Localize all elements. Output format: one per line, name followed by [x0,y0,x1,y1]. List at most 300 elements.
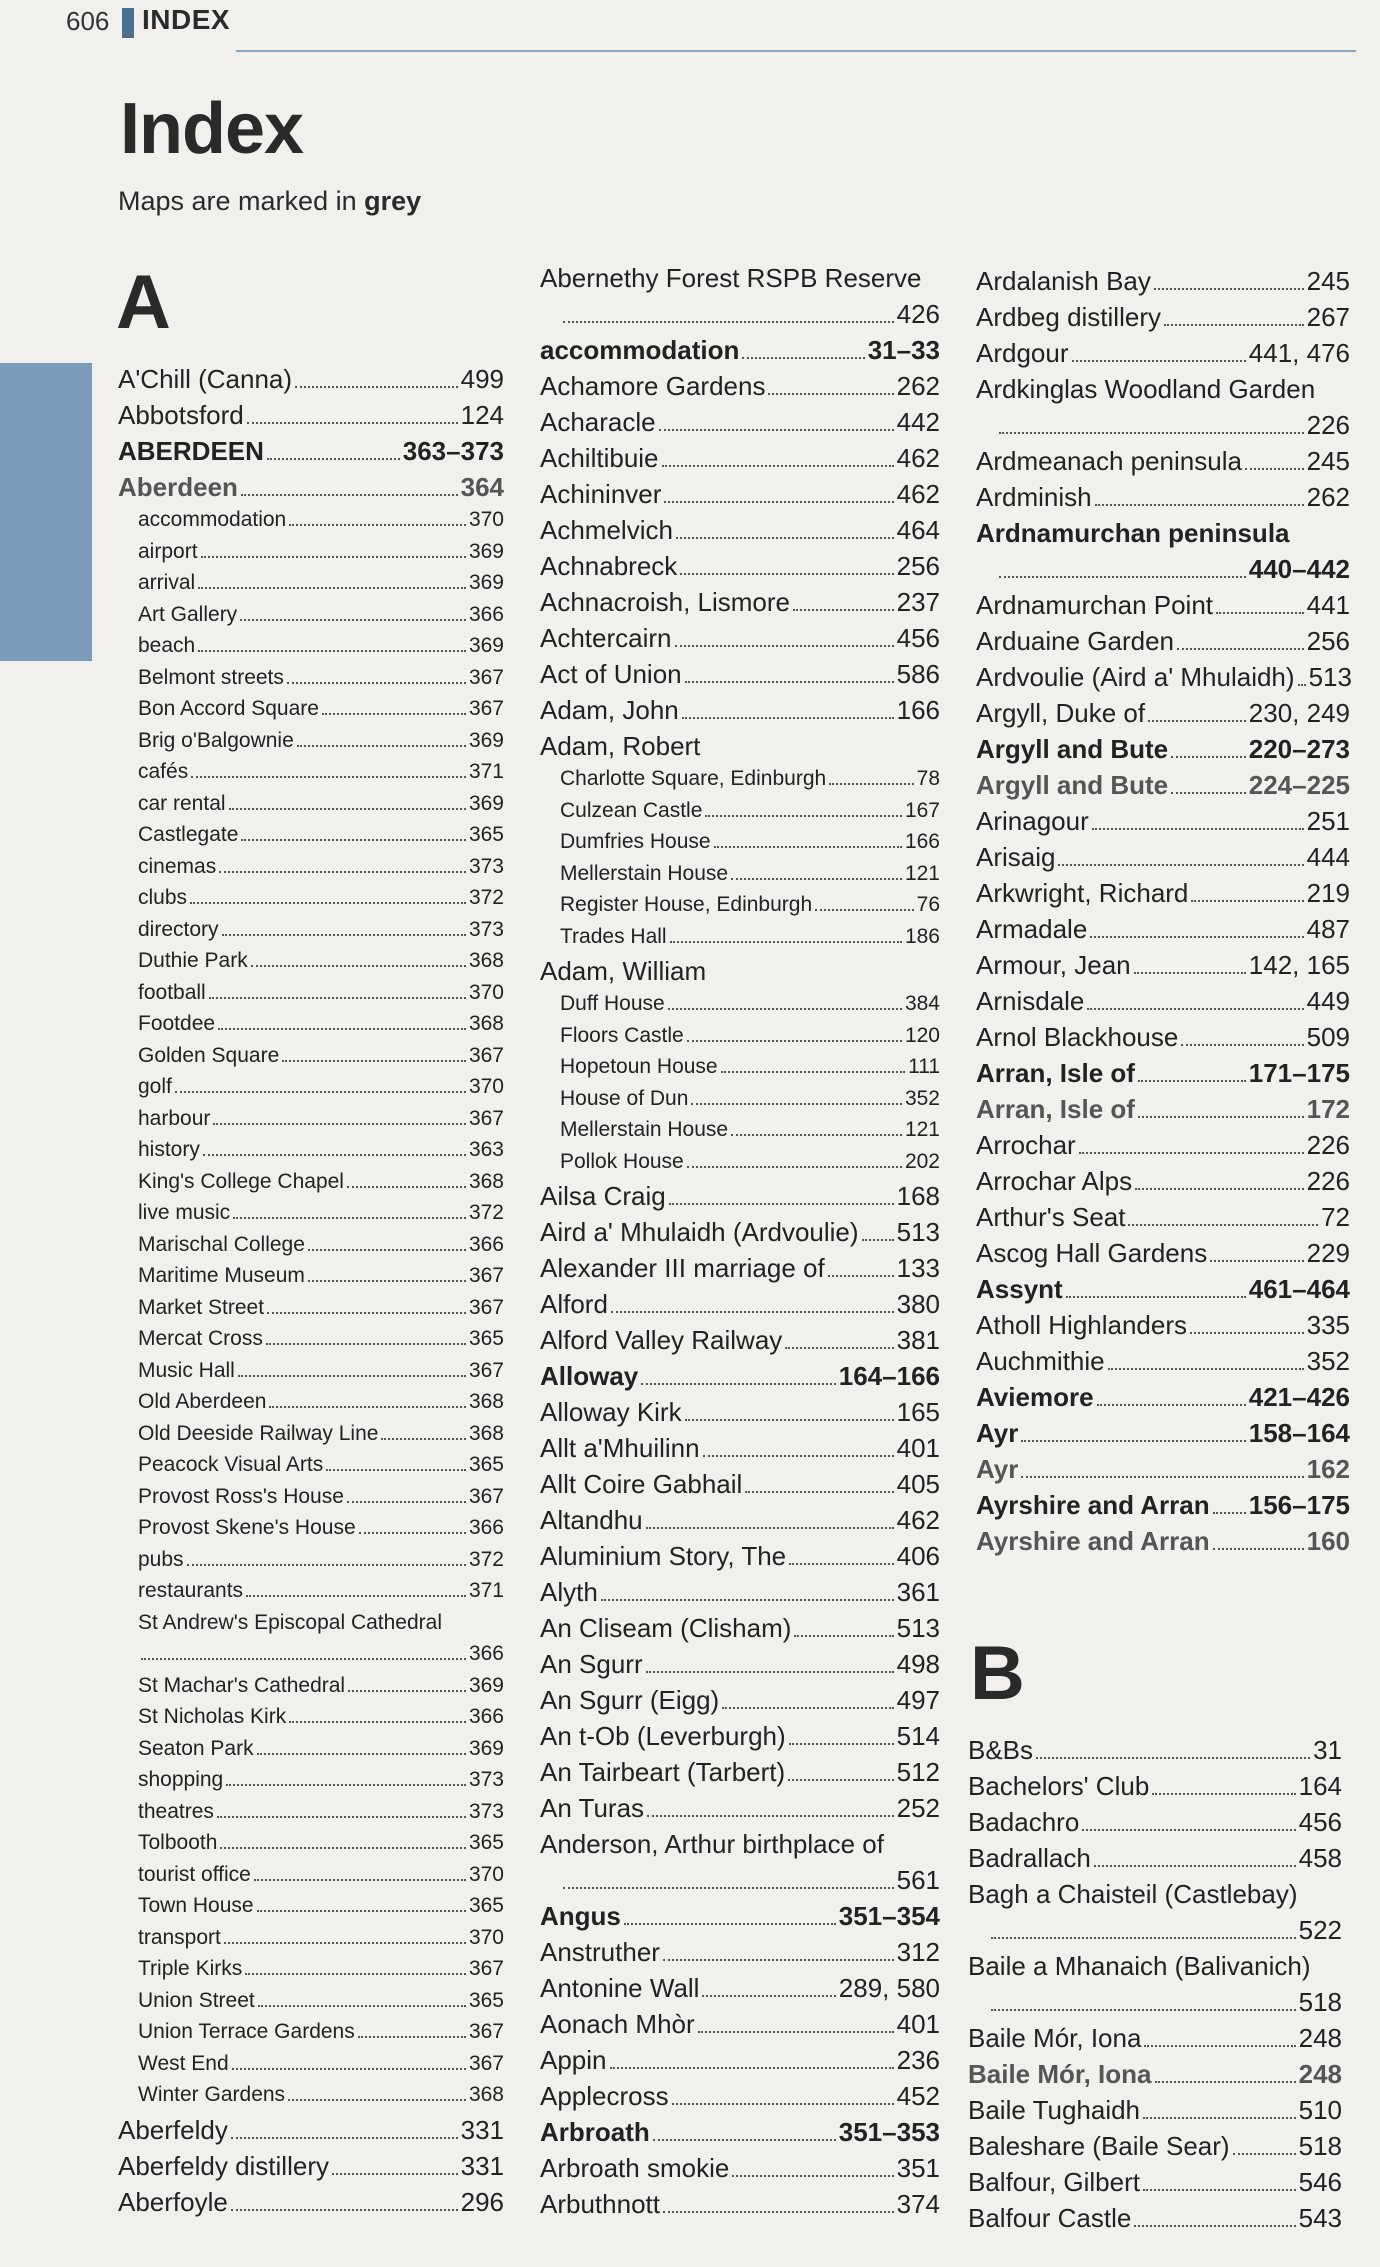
entry-page: 373 [468,1768,504,1791]
entry-page: 236 [896,2045,940,2075]
leader-dots [1135,1188,1304,1190]
entry-term: Ardnamurchan Point [976,590,1214,620]
entry-term: Allt a'Mhuilinn [540,1433,700,1463]
entry-term: arrival [138,571,196,594]
index-entry [968,2167,1342,2203]
entry-page: 444 [1306,842,1350,872]
entry-term: harbour [138,1106,211,1130]
entry-page: 164–166 [838,1361,940,1391]
leader-dots [288,2099,466,2101]
entry-term: Register House, Edinburgh [560,893,813,916]
leader-dots [1108,1368,1304,1370]
index-entry-continued [540,1865,940,1901]
index-entry [976,1022,1350,1058]
leader-dots [348,1690,466,1692]
entry-page: 373 [468,917,504,941]
entry-term: Arrochar [976,1130,1076,1160]
leader-dots [289,1721,466,1723]
entry-term: Acharacle [540,407,656,437]
entry-page: 230, 249 [1248,698,1350,728]
leader-dots [601,1599,894,1601]
leader-dots [254,1879,466,1881]
entry-term: Achininver [540,479,662,509]
entry-term: Antonine Wall [540,1973,700,2003]
leader-dots [1144,2045,1295,2047]
index-entry [976,914,1350,950]
index-entry [540,551,940,587]
entry-term: Ayrshire and Arran [976,1526,1210,1556]
entry-page: 124 [460,400,504,430]
leader-dots [1181,1044,1303,1046]
leader-dots [1021,1440,1245,1442]
index-entry [540,1577,940,1613]
index-entry: Ardkinglas Woodland Garden [976,374,1316,404]
entry-term: Achnabreck [540,551,678,581]
leader-dots [653,2139,836,2141]
leader-dots [241,839,466,841]
leader-dots [1138,1080,1246,1082]
entry-term: An Cliseam (Clisham) [540,1613,792,1643]
entry-term: Ardminish [976,482,1092,512]
entry-page: 370 [468,980,504,1004]
index-subentry [540,1150,940,1182]
index-subentry [118,1705,504,1737]
index-entry [118,364,504,400]
entry-page: 374 [896,2189,940,2219]
index-entry: Abernethy Forest RSPB Reserve [540,263,922,293]
entry-page: 586 [896,659,940,689]
index-subentry [118,2020,504,2052]
index-subentry [540,862,940,894]
index-entry [540,1937,940,1973]
index-entry [540,1217,940,1253]
entry-term: A'Chill (Canna) [118,364,293,394]
entry-page: 365 [468,1831,504,1854]
entry-page: 245 [1306,446,1350,476]
index-entry [968,1843,1342,1879]
index-subentry [118,1863,504,1895]
index-entry [540,335,940,371]
leader-dots [1171,792,1246,794]
entry-page: 462 [896,1505,940,1535]
index-subentry [118,949,504,981]
entry-term: car rental [138,791,226,815]
entry-term: Pollok House [560,1149,684,1173]
leader-dots [768,393,893,395]
entry-page: 441, 476 [1248,338,1350,368]
entry-term: Badrallach [968,1843,1091,1873]
entry-page: 248 [1298,2023,1342,2053]
index-entry [540,2081,940,2117]
index-subentry [118,2083,504,2115]
entry-page: 368 [468,949,504,972]
entry-term: Maritime Museum [138,1264,305,1287]
entry-page: 262 [1306,482,1350,512]
entry-term: Arran, Isle of [976,1058,1135,1088]
entry-page: 365 [468,1327,504,1350]
entry-term: Altandhu [540,1505,643,1535]
entry-term: Arisaig [976,842,1056,872]
entry-term: Aird a' Mhulaidh (Ardvoulie) [540,1217,859,1247]
entry-page: 352 [1306,1346,1350,1376]
entry-term: Baile Mór, Iona [968,2023,1142,2053]
leader-dots [721,1071,905,1073]
entry-page: 262 [896,371,940,401]
entry-page: 370 [468,1925,504,1949]
index-entry [976,1490,1350,1526]
entry-page: 401 [896,1433,940,1463]
index-subentry [118,1453,504,1485]
entry-page: 367 [468,1106,504,1130]
index-subentry [118,981,504,1013]
entry-term: Act of Union [540,659,682,689]
entry-page: 31–33 [867,335,940,365]
entry-term: Duthie Park [138,949,248,972]
entry-page: 366 [468,1232,504,1256]
index-subentry [118,1579,504,1611]
leader-dots [563,1887,894,1889]
leader-dots [646,1671,894,1673]
index-entry-map [976,1454,1350,1490]
entry-term: tourist office [138,1862,251,1886]
leader-dots [267,458,400,460]
index-entry [540,1325,940,1361]
index-entry [968,2131,1342,2167]
index-subentry [118,1359,504,1391]
leader-dots [222,934,466,936]
index-entry [540,371,940,407]
leader-dots [789,1563,893,1565]
index-entry: Anderson, Arthur birthplace of [540,1829,884,1859]
entry-page: 251 [1306,806,1350,836]
entry-page: 363–373 [402,436,504,466]
leader-dots [663,1959,894,1961]
entry-term: Provost Skene's House [138,1516,356,1539]
entry-term: Aonach Mhòr [540,2009,695,2039]
entry-page: 365 [468,823,504,846]
thumb-index-tab [0,363,92,661]
entry-page: 401 [896,2009,940,2039]
entry-term: Balfour Castle [968,2203,1132,2233]
index-entry [540,1181,940,1217]
index-entry [118,436,504,472]
entry-page: 186 [904,924,940,948]
leader-dots [610,2067,894,2069]
entry-page: 166 [904,830,940,853]
leader-dots [670,941,902,943]
index-entry: Baile a Mhanaich (Balivanich) [968,1951,1311,1981]
entry-term: King's College Chapel [138,1169,344,1193]
leader-dots [687,1040,902,1042]
leader-dots [1087,1008,1303,1010]
entry-term: Auchmithie [976,1346,1105,1376]
entry-page: 165 [896,1397,940,1427]
leader-dots [685,681,894,683]
index-entry [968,1807,1342,1843]
entry-term: B&Bs [968,1735,1034,1765]
leader-dots [1164,324,1304,326]
index-entry [540,1361,940,1397]
leader-dots [257,1910,466,1912]
index-subentry [118,571,504,603]
entry-term: theatres [138,1799,214,1823]
index-entry [540,1505,940,1541]
index-entry [976,590,1350,626]
index-entry [976,266,1350,302]
section-letter-a: A [116,260,171,345]
leader-dots [191,776,466,778]
entry-page: 111 [908,1055,940,1078]
entry-page: 368 [468,1390,504,1413]
leader-dots [1298,684,1306,686]
entry-page: 369 [468,634,504,657]
leader-dots [702,1995,835,1997]
index-subentry [118,1674,504,1706]
leader-dots [381,1438,465,1440]
entry-term: Adam, John [540,695,679,725]
index-subentry [118,1485,504,1517]
index-entry: Adam, Robert [540,731,701,761]
leader-dots [794,1635,893,1637]
entry-page: 162 [1306,1454,1350,1484]
entry-term: Achnacroish, Lismore [540,587,790,617]
subtitle-text: Maps are marked in [118,186,365,216]
leader-dots [731,878,902,880]
entry-term: St Nicholas Kirk [138,1705,287,1728]
index-entry [976,1274,1350,1310]
leader-dots [297,745,466,747]
index-subentry [118,1800,504,1832]
leader-dots [289,524,466,526]
index-subentry [118,855,504,887]
entry-page: 363 [468,1138,504,1161]
index-subentry [540,830,940,862]
leader-dots [1191,900,1303,902]
entry-page: 224–225 [1248,770,1350,800]
entry-term: Baleshare (Baile Sear) [968,2131,1230,2161]
entry-page: 296 [460,2186,504,2217]
entry-page: 226 [1306,1166,1350,1196]
index-subentry [118,697,504,729]
entry-term: Aluminium Story, The [540,1541,787,1571]
entry-page: 78 [916,767,940,790]
entry-term: Union Terrace Gardens [138,2020,355,2043]
index-entry [118,2187,504,2223]
entry-term: Alford [540,1289,608,1319]
leader-dots [231,2137,458,2139]
page-title: Index [120,89,304,169]
leader-dots [229,808,466,810]
leader-dots [789,1743,894,1745]
index-entry [968,2095,1342,2131]
entry-term: cafés [138,760,189,783]
entry-page: 370 [468,508,504,531]
index-entry [968,1771,1342,1807]
entry-term: Ardbeg distillery [976,302,1161,332]
running-header [0,0,1380,52]
entry-page: 522 [1298,1915,1342,1945]
index-entry [118,400,504,436]
index-entry-map [118,472,504,508]
leader-dots [251,965,466,967]
leader-dots [669,1203,894,1205]
entry-page: 256 [1306,626,1350,656]
leader-dots [862,1239,894,1241]
entry-term: Argyll and Bute [976,734,1169,764]
entry-term: Aviemore [976,1382,1094,1412]
entry-term: Ayr [976,1418,1019,1448]
index-entry [540,1685,940,1721]
index-subentry [540,1055,940,1087]
index-entry: Adam, William [540,956,707,986]
index-entry-continued [968,1987,1342,2023]
leader-dots [611,1311,894,1313]
entry-term: Culzean Castle [560,798,703,822]
leader-dots [682,717,894,719]
entry-term: Arbroath smokie [540,2153,730,2183]
index-subentry: St Andrew's Episcopal Cathedral [138,1610,443,1634]
entry-page: 76 [916,893,940,916]
entry-page: 487 [1306,914,1350,944]
entry-page: 335 [1306,1310,1350,1340]
entry-page: 367 [468,1295,504,1319]
entry-page: 365 [468,1453,504,1476]
leader-dots [247,422,458,424]
leader-dots [1177,648,1304,650]
entry-term: Achiltibuie [540,443,659,473]
index-entry [976,1058,1350,1094]
index-entry [540,2189,940,2225]
leader-dots [190,902,466,904]
index-subentry [118,1201,504,1233]
leader-dots [257,1753,466,1755]
entry-term: Assynt [976,1274,1063,1304]
leader-dots [141,1658,466,1660]
entry-term: Footdee [138,1012,216,1035]
entry-page: 31 [1313,1735,1342,1765]
index-entry [540,407,940,443]
index-entry [540,515,940,551]
index-entry-map [976,1526,1350,1562]
entry-term: Baile Mór, Iona [968,2059,1152,2089]
entry-page: 372 [468,1201,504,1224]
index-subentry [118,792,504,824]
index-subentry [540,893,940,925]
leader-dots [745,1491,893,1493]
entry-page: 452 [896,2081,940,2111]
entry-term: Hopetoun House [560,1055,718,1078]
entry-term: Aberdeen [118,472,238,502]
entry-page: 367 [468,1484,504,1508]
entry-page: 256 [896,551,940,581]
leader-dots [231,2209,458,2211]
entry-page: 367 [468,2020,504,2043]
entry-term: Ardmeanach peninsula [976,446,1242,476]
index-entry [976,1238,1350,1274]
leader-dots [218,1028,466,1030]
entry-page: 267 [1306,302,1350,332]
index-column-3-a [976,266,1350,1562]
index-entry [540,695,940,731]
entry-term: Ardalanish Bay [976,266,1151,296]
entry-page: 252 [896,1793,940,1823]
entry-page: 462 [896,479,940,509]
leader-dots [703,1455,894,1457]
index-entry [968,1735,1342,1771]
index-subentry [118,1012,504,1044]
index-subentry [118,1422,504,1454]
index-entry [976,338,1350,374]
leader-dots [1245,468,1304,470]
entry-page: 513 [1308,662,1352,692]
index-entry-continued [968,1915,1342,1951]
index-entry [540,2117,940,2153]
leader-dots [1090,936,1303,938]
index-subentry [118,823,504,855]
entry-term: Arkwright, Richard [976,878,1189,908]
leader-dots [1143,2189,1296,2191]
page-subtitle [118,186,421,217]
entry-term: Badachro [968,1807,1080,1837]
entry-term: An Turas [540,1793,645,1823]
entry-term: shopping [138,1768,224,1791]
entry-page: 351–354 [838,1901,940,1931]
index-entry-map [976,1094,1350,1130]
entry-page: 380 [896,1289,940,1319]
entry-page: 367 [468,697,504,720]
entry-term: transport [138,1925,221,1949]
leader-dots [1148,720,1246,722]
index-entry [540,443,940,479]
entry-term: beach [138,634,196,657]
leader-dots [246,1595,466,1597]
entry-term: Achamore Gardens [540,371,766,401]
entry-page: 449 [1306,986,1350,1016]
index-entry [540,1433,940,1469]
index-entry [976,626,1350,662]
index-subentry-continued [118,1642,504,1674]
entry-term: football [138,980,206,1004]
index-subentry [118,1296,504,1328]
leader-dots [1066,1296,1246,1298]
leader-dots [347,1501,466,1503]
entry-term: Arinagour [976,806,1089,836]
leader-dots [663,2211,894,2213]
entry-term: Music Hall [138,1358,235,1382]
index-entry [976,1202,1350,1238]
entry-page: 365 [468,1988,504,2012]
leader-dots [359,1532,466,1534]
entry-term: Art Gallery [138,602,238,626]
index-entry [976,1346,1350,1382]
entry-page: 498 [896,1649,940,1679]
leader-dots [220,1847,466,1849]
index-entry [540,1901,940,1937]
index-entry [976,662,1350,698]
entry-term: Winter Gardens [138,2083,286,2106]
entry-term: Bachelors' Club [968,1771,1150,1801]
leader-dots [238,1375,466,1377]
entry-term: Anstruther [540,1937,660,1967]
entry-page: 462 [896,443,940,473]
entry-page: 72 [1321,1202,1350,1232]
leader-dots [1138,1116,1304,1118]
index-subentry [118,1548,504,1580]
index-entry [540,1253,940,1289]
entry-page: 546 [1298,2167,1342,2197]
entry-term: Arrochar Alps [976,1166,1133,1196]
entry-term: Appin [540,2045,607,2075]
